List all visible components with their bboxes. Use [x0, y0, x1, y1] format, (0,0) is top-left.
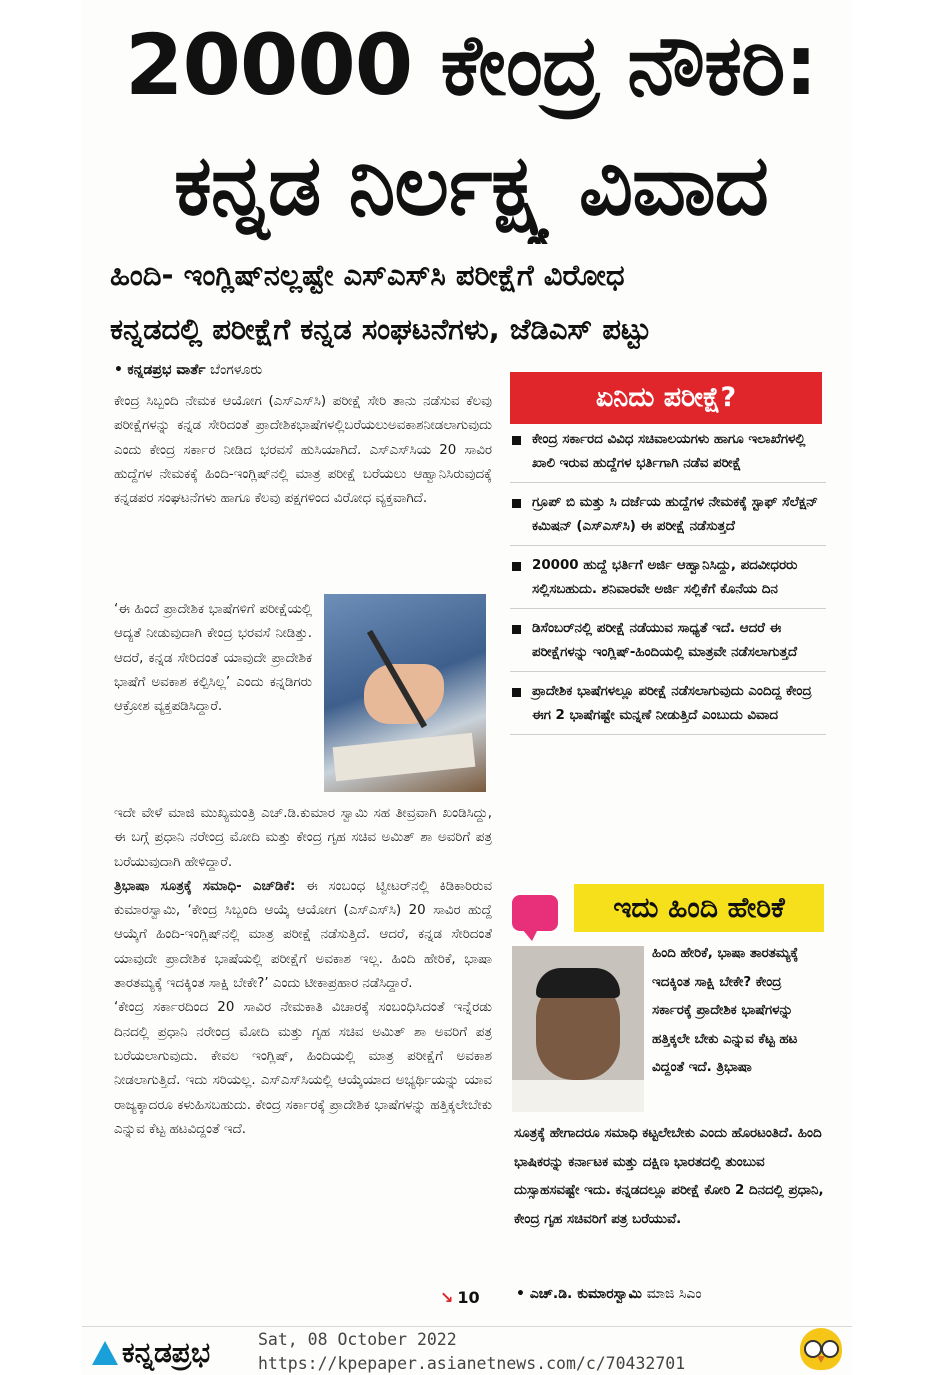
- brand-logo[interactable]: [92, 1336, 210, 1370]
- photo-hair: [536, 968, 620, 998]
- article-column: [114, 390, 492, 511]
- article-paragraph-4: [114, 875, 492, 996]
- bullet-square-icon: [512, 688, 521, 697]
- photo-hd-kumaraswamy: [512, 946, 644, 1112]
- photo-paper: [333, 733, 476, 781]
- logo-triangle-icon: [92, 1341, 118, 1365]
- factbox-item: [510, 554, 826, 609]
- factbox-item: [510, 491, 826, 546]
- continued-page-link[interactable]: [440, 1288, 480, 1307]
- headline-line-1: 20000 ಕೇಂದ್ರ ನೌಕರಿ:: [125, 16, 817, 114]
- factbox-item-text: 20000 ಹುದ್ದೆ ಭರ್ತಿಗೆ ಅರ್ಜಿ ಆಹ್ವಾನಿಸಿದ್ದು, ಪದವೀಧರರು ಸಲ್ಲಿಸಬಹುದು. ಶನಿವಾರವೇ ಅರ್ಜಿ ಸಲ್ಲಿಕೆಗೆ ಕೊನೆಯ ದಿನ: [532, 558, 798, 597]
- factbox-list: [510, 428, 826, 743]
- article-column-lower: [114, 802, 492, 1142]
- article-column-narrow: [114, 598, 312, 719]
- continued-page-number: 10: [457, 1288, 480, 1307]
- photo-writing-hand: [324, 594, 486, 792]
- factbox-item-text: ಕೇಂದ್ರ ಸರ್ಕಾರದ ವಿವಿಧ ಸಚಿವಾಲಯಗಳು ಹಾಗೂ ಇಲಾಖೆಗಳಲ್ಲಿ ಖಾಲಿ ಇರುವ ಹುದ್ದೆಗಳ ಭರ್ತಿಗಾಗಿ ನಡೆವ ಪರೀಕ್ಷೆ: [532, 432, 806, 471]
- footer-divider: [82, 1326, 852, 1327]
- edition-date: Sat, 08 October 2022: [258, 1330, 457, 1349]
- photo-shirt: [512, 1080, 644, 1112]
- article-paragraph-3: ಇದೇ ವೇಳೆ ಮಾಜಿ ಮುಖ್ಯಮಂತ್ರಿ ಎಚ್‌.ಡಿ.ಕುಮಾರ ಸ್ವಾಮಿ ಸಹ ತೀವ್ರವಾಗಿ ಖಂಡಿಸಿದ್ದು, ಈ ಬಗ್ಗೆ ಪ್ರಧಾನಿ ನರೇಂದ್ರ ಮೋದಿ ಮತ್ತು ಕೇಂದ್ರ ಗೃಹ ಸಚಿವ ಅಮಿತ್‌ ಶಾ ಅವರಿಗೆ ಪತ್ರ ಬರೆಯುವುದಾಗಿ ಹೇಳಿದ್ದಾರೆ.: [114, 806, 492, 870]
- factbox-item: [510, 428, 826, 483]
- bullet-square-icon: [512, 562, 521, 571]
- subheadline-line-2: ಕನ್ನಡದಲ್ಲಿ ಪರೀಕ್ಷೆಗೆ ಕನ್ನಡ ಸಂಘಟನೆಗಳು, ಜೆಡಿಎಸ್‌ ಪಟ್ಟು: [110, 312, 652, 346]
- arrow-icon: ↘: [440, 1288, 454, 1307]
- hdk-attribution: [516, 1286, 702, 1302]
- bullet-square-icon: [512, 625, 521, 634]
- hdk-speaker: • ಎಚ್‌.ಡಿ. ಕುಮಾರಸ್ವಾಮಿ: [516, 1286, 642, 1302]
- brand-name: ಕನ್ನಡಪ್ರಭ: [122, 1336, 211, 1369]
- factbox-title: ಏನಿದು ಪರೀಕ್ಷೆ?: [510, 372, 822, 424]
- headline-line-2: ಕನ್ನಡ ನಿರ್ಲಕ್ಷ್ಯ ವಿವಾದ: [174, 136, 768, 234]
- article-paragraph-2: ‘ಈ ಹಿಂದೆ ಪ್ರಾದೇಶಿಕ ಭಾಷೆಗಳಿಗೆ ಪರೀಕ್ಷೆಯಲ್ಲಿ ಆದ್ಯತೆ ನೀಡುವುದಾಗಿ ಕೇಂದ್ರ ಭರವಸೆ ನೀಡಿತ್ತು. ಆದರೆ, ಕನ್ನಡ ಸೇರಿದಂತೆ ಯಾವುದೇ ಪ್ರಾದೇಶಿಕ ಭಾಷೆಗೆ ಅವಕಾಶ ಕಲ್ಪಿಸಿಲ್ಲ’ ಎಂದು ಕನ್ನಡಿಗರು ಆಕ್ರೋಶ ವ್ಯಕ್ತಪಡಿಸಿದ್ದಾರೆ.: [114, 602, 312, 715]
- factbox-item-text: ಡಿಸೆಂಬರ್‌ನಲ್ಲಿ ಪರೀಕ್ಷೆ ನಡೆಯುವ ಸಾಧ್ಯತೆ ಇದೆ. ಆದರೆ ಈ ಪರೀಕ್ಷೆಗಳನ್ನು ಇಂಗ್ಲಿಷ್‌-ಹಿಂದಿಯಲ್ಲಿ ಮಾತ್ರವೇ ನಡೆಸಲಾಗುತ್ತದೆ: [532, 621, 798, 660]
- article-paragraph-4-text: ಈ ಸಂಬಂಧ ಟ್ವೀಟರ್‌ನಲ್ಲಿ ಕಿಡಿಕಾರಿರುವ ಕುಮಾರಸ್ವಾಮಿ, ‘ಕೇಂದ್ರ ಸಿಬ್ಬಂದಿ ಆಯ್ಕೆ ಆಯೋಗ (ಎಸ್‌ಎಸ್‌ಸಿ) 20 ಸಾವಿರ ಹುದ್ದೆ ಆಯ್ಕೆಗೆ ಹಿಂದಿ-ಇಂಗ್ಲಿಷ್‌ನಲ್ಲಿ ಮಾತ್ರ ಪರೀಕ್ಷೆ ನಡೆಸುತ್ತಿದೆ. ಆದರೆ, ಕನ್ನಡ ಸೇರಿದಂತೆ ಯಾವುದೇ ಪ್ರಾದೇಶಿಕ ಭಾಷೆಯಲ್ಲಿ ಪರೀಕ್ಷೆಗೆ ಅವಕಾಶ ಇಲ್ಲ. ಹಿಂದಿ ಹೇರಿಕೆ, ಭಾಷಾ ತಾರತಮ್ಯಕ್ಕೆ ಇದಕ್ಕಿಂತ ಸಾಕ್ಷಿ ಬೇಕೇ?’ ಎಂದು ಟೀಕಾಪ್ರಹಾರ ನಡೆಸಿದ್ದಾರೆ.: [114, 878, 492, 992]
- speech-bubble-icon: [512, 895, 558, 931]
- article-paragraph-1: ಕೇಂದ್ರ ಸಿಬ್ಬಂದಿ ನೇಮಕ ಆಯೋಗ (ಎಸ್‌ಎಸ್‌ಸಿ) ಪರೀಕ್ಷೆ ಸೇರಿ ತಾನು ನಡೆಸುವ ಕೆಲವು ಪರೀಕ್ಷೆಗಳನ್ನು ಕನ್ನಡ ಸೇರಿದಂತೆ ಪ್ರಾದೇಶಿಕಭಾಷೆಗಳಲ್ಲಿಬರೆಯಲುಅವಕಾಶನೀಡಲಾಗುವುದು ಎಂದು ಕೇಂದ್ರ ಸರ್ಕಾರ ನೀಡಿದ ಭರವಸೆ ಹುಸಿಯಾಗಿದೆ. ಎಸ್‌ಎಸ್‌ಸಿಯ 20 ಸಾವಿರ ಹುದ್ದೆಗಳ ನೇಮಕಕ್ಕೆ ಹಿಂದಿ-ಇಂಗ್ಲಿಷ್‌ನಲ್ಲಿ ಮಾತ್ರ ಪರೀಕ್ಷೆ ಬರೆಯಲು ಆಹ್ವಾನಿಸಿರುವುದಕ್ಕೆ ಕನ್ನಡಪರ ಸಂಘಟನೆಗಳು ಹಾಗೂ ಕೆಲವು ಪಕ್ಷಗಳಿಂದ ವಿರೋಧ ವ್ಯಕ್ತವಾಗಿದೆ.: [114, 394, 492, 507]
- byline-place: ಬೆಂಗಳೂರು: [209, 362, 263, 378]
- factbox-item-text: ಪ್ರಾದೇಶಿಕ ಭಾಷೆಗಳಲ್ಲೂ ಪರೀಕ್ಷೆ ನಡೆಸಲಾಗುವುದು ಎಂದಿದ್ದ ಕೇಂದ್ರ ಈಗ 2 ಭಾಷೆಗಷ್ಟೇ ಮನ್ನಣೆ ನೀಡುತ್ತಿದೆ ಎಂಬುದು ವಿವಾದ: [532, 684, 812, 723]
- owl-beak-icon: [817, 1356, 825, 1363]
- epaper-url[interactable]: https://kpepaper.asianetnews.com/c/70432701: [258, 1354, 686, 1373]
- owl-icon: [800, 1328, 842, 1370]
- subheadline-line-1: ಹಿಂದಿ- ಇಂಗ್ಲಿಷ್‌ನಲ್ಲಷ್ಟೇ ಎಸ್‌ಎಸ್‌ಸಿ ಪರೀಕ್ಷೆಗೆ ವಿರೋಧ: [110, 258, 625, 292]
- bullet-square-icon: [512, 436, 521, 445]
- bullet-square-icon: [512, 499, 521, 508]
- article-paragraph-5: ‘ಕೇಂದ್ರ ಸರ್ಕಾರದಿಂದ 20 ಸಾವಿರ ನೇಮಕಾತಿ ವಿಚಾರಕ್ಕೆ ಸಂಬಂಧಿಸಿದಂತೆ ಇನ್ನೆರಡು ದಿನದಲ್ಲಿ ಪ್ರಧಾನಿ ನರೇಂದ್ರ ಮೋದಿ ಮತ್ತು ಗೃಹ ಸಚಿವ ಅಮಿತ್‌ ಶಾ ಅವರಿಗೆ ಪತ್ರ ಬರೆಯಲಾಗುವುದು. ಕೇವಲ ಇಂಗ್ಲಿಷ್‌, ಹಿಂದಿಯಲ್ಲಿ ಮಾತ್ರ ಪರೀಕ್ಷೆಗೆ ಅವಕಾಶ ನೀಡಲಾಗುತ್ತಿದೆ. ಇದು ಸರಿಯಲ್ಲ. ಎಸ್‌ಎಸ್‌ಸಿಯಲ್ಲಿ ಆಯ್ಕೆಯಾದ ಅಭ್ಯರ್ಥಿಯನ್ನು ಯಾವ ರಾಜ್ಯಕ್ಕಾದರೂ ಕಳುಹಿಸಬಹುದು. ಕೇಂದ್ರ ಸರ್ಕಾರಕ್ಕೆ ಪ್ರಾದೇಶಿಕ ಭಾಷೆಗಳನ್ನು ಹತ್ತಿಕ್ಕಲೇಬೇಕು ಎನ್ನುವ ಕೆಟ್ಟ ಹಟವಿದ್ದಂತೆ ಇದೆ.: [114, 1000, 492, 1137]
- byline-bullet: •: [114, 362, 123, 378]
- hdk-quote-top: ಹಿಂದಿ ಹೇರಿಕೆ, ಭಾಷಾ ತಾರತಮ್ಯಕ್ಕೆ ಇದಕ್ಕಿಂತ ಸಾಕ್ಷಿ ಬೇಕೇ? ಕೇಂದ್ರ ಸರ್ಕಾರಕ್ಕೆ ಪ್ರಾದೇಶಿಕ ಭಾಷೆಗಳನ್ನು ಹತ್ತಿಕ್ಕಲೇ ಬೇಕು ಎನ್ನುವ ಕೆಟ್ಟ ಹಟ ವಿದ್ದಂತೆ ಇದೆ. ತ್ರಿಭಾಷಾ: [652, 946, 799, 1076]
- hindi-imposition-tag: ಇದು ಹಿಂದಿ ಹೇರಿಕೆ: [574, 884, 824, 932]
- byline: [114, 362, 262, 378]
- factbox-item: [510, 680, 826, 735]
- article-subhead: ತ್ರಿಭಾಷಾ ಸೂತ್ರಕ್ಕೆ ಸಮಾಧಿ- ಎಚ್‌ಡಿಕೆ:: [114, 878, 296, 894]
- hdk-speaker-role: ಮಾಜಿ ಸಿಎಂ: [646, 1286, 702, 1302]
- factbox-item-text: ಗ್ರೂಪ್‌ ಬಿ ಮತ್ತು ಸಿ ದರ್ಜೆಯ ಹುದ್ದೆಗಳ ನೇಮಕಕ್ಕೆ ಸ್ಟಾಫ್‌ ಸೆಲೆಕ್ಷನ್‌ ಕಮಿಷನ್‌ (ಎಸ್‌ಎಸ್‌ಸಿ) ಈ ಪರೀಕ್ಷೆ ನಡೆಸುತ್ತದೆ: [532, 495, 818, 534]
- byline-source: ಕನ್ನಡಪ್ರಭ ವಾರ್ತೆ: [127, 362, 206, 378]
- factbox-item: [510, 617, 826, 672]
- hdk-quote-bottom: ಸೂತ್ರಕ್ಕೆ ಹೇಗಾದರೂ ಸಮಾಧಿ ಕಟ್ಟಲೇಬೇಕು ಎಂದು ಹೊರಟಂತಿದೆ. ಹಿಂದಿ ಭಾಷಿಕರನ್ನು ಕರ್ನಾಟಕ ಮತ್ತು ದಕ್ಷಿಣ ಭಾರತದಲ್ಲಿ ತುಂಬುವ ದುಸ್ಸಾಹಸವಷ್ಟೇ ಇದು. ಕನ್ನಡದಲ್ಲೂ ಪರೀಕ್ಷೆ ಕೋರಿ 2 ದಿನದಲ್ಲಿ ಪ್ರಧಾನಿ, ಕೇಂದ್ರ ಗೃಹ ಸಚಿವರಿಗೆ ಪತ್ರ ಬರೆಯುವೆ.: [514, 1126, 824, 1227]
